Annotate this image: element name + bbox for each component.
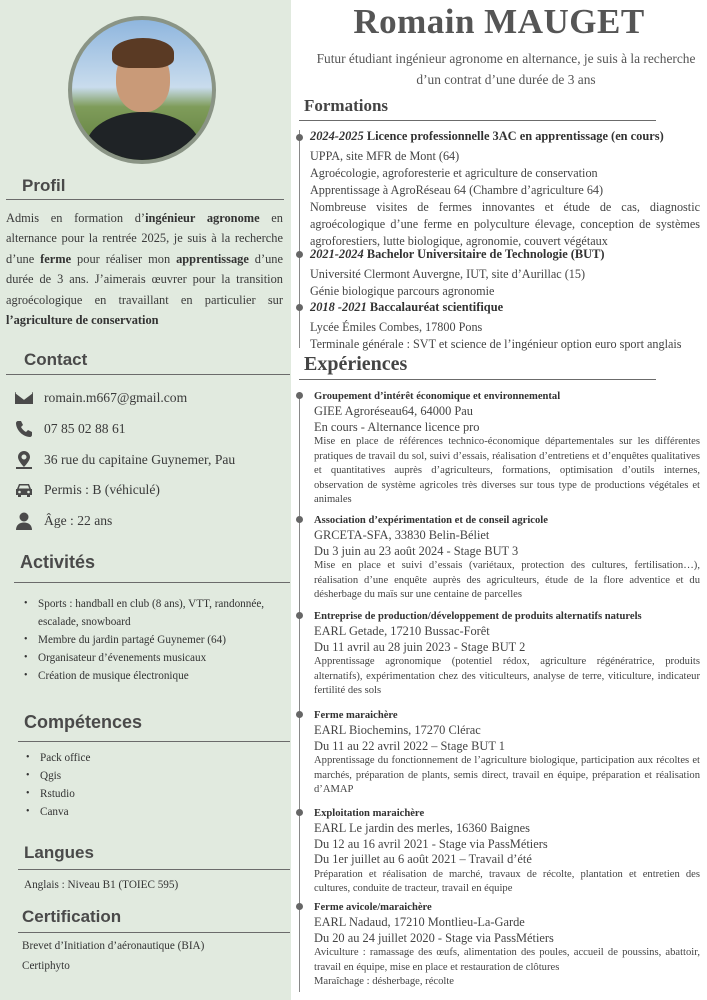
user-icon bbox=[14, 511, 34, 531]
certification-item: Brevet d’Initiation d’aéronautique (BIA) bbox=[22, 940, 205, 952]
profile-photo bbox=[68, 16, 216, 164]
experiences-rule bbox=[299, 379, 656, 380]
certification-title: Certification bbox=[22, 907, 122, 926]
timeline-dot bbox=[296, 516, 303, 523]
contact-phone[interactable] bbox=[14, 417, 126, 441]
languages-text: Anglais : Niveau B1 (TOIEC 595) bbox=[24, 879, 179, 891]
map-pin-icon bbox=[14, 450, 34, 470]
experiences-timeline bbox=[299, 392, 300, 992]
contact-address-text: 36 rue du capitaine Guynemer, Pau bbox=[44, 452, 236, 467]
timeline-dot bbox=[296, 612, 303, 619]
contact-age-text: Âge : 22 ans bbox=[44, 513, 113, 528]
list-item: • Pack office bbox=[26, 749, 246, 767]
contact-phone-text: 07 85 02 88 61 bbox=[44, 421, 126, 436]
experiences-title: Expériences bbox=[304, 353, 408, 375]
car-icon bbox=[14, 480, 34, 500]
certification-rule bbox=[18, 932, 290, 933]
skills-title: Compétences bbox=[24, 712, 143, 732]
skills-list bbox=[26, 749, 246, 821]
experience-item: Association d’expérimentation et de conseil agricole GRCETA-SFA, 33830 Belin-Béliet Du 3 juin au 23 août 2024 - Stage BUT 3 Mise en place et suivi d’essais (variétaux, protection des cultures, fertilisation…), réalisation d’une enquête auprès des agriculteurs, étude de la flore adventice et du désherbage du maïs sur une centaine de parcelles bbox=[314, 515, 700, 601]
formations-timeline bbox=[299, 130, 300, 348]
languages-title: Langues bbox=[24, 843, 94, 862]
contact-age bbox=[14, 509, 113, 533]
phone-icon bbox=[14, 419, 34, 439]
timeline-dot bbox=[296, 134, 303, 141]
timeline-dot bbox=[296, 304, 303, 311]
timeline-dot bbox=[296, 809, 303, 816]
languages-rule bbox=[18, 869, 290, 870]
experience-item: Groupement d’intérêt économique et environnemental GIEE Agroréseau64, 64000 Pau En cours - Alternance licence pro Mise en place de références technico-économique départementales sur les différentes pratiques de travail du sol, suivi d’essais, réalisation d’entretiens et d’enquêtes qualitatives et quantitatives auprès d’agriculteurs, formations, optimisation d’outils internes, observation de système agricoles très diverses sur tous type de productions végétales et animales bbox=[314, 391, 700, 506]
formations-rule bbox=[299, 120, 656, 121]
experience-item: Ferme maraichère EARL Biochemins, 17270 Clérac Du 11 au 22 avril 2022 – Stage BUT 1 Apprentissage du fonctionnement de l’agriculture biologique, participation aux récoltes et marchés, préparation de plants, semis direct, travail en équipe, préparation et réalisation d’AMAP bbox=[314, 710, 700, 796]
list-item: • Création de musique électronique bbox=[24, 667, 269, 685]
list-item: • Membre du jardin partagé Guynemer (64) bbox=[24, 631, 269, 649]
timeline-dot bbox=[296, 392, 303, 399]
certification-item: Certiphyto bbox=[22, 960, 70, 972]
list-item: • Organisateur d’évenements musicaux bbox=[24, 649, 269, 667]
profile-rule bbox=[6, 199, 284, 200]
formation-item: 2018 -2021 Baccalauréat scientifique Lycée Émiles Combes, 17800 Pons Terminale générale : SVT et science de l’ingénieur option euro sport anglais bbox=[310, 300, 682, 351]
full-name: Romain MAUGET bbox=[353, 2, 645, 41]
activities-list bbox=[24, 595, 269, 685]
list-item: • Canva bbox=[26, 803, 246, 821]
profile-title: Profil bbox=[22, 176, 66, 195]
activities-rule bbox=[14, 582, 290, 583]
activities-title: Activités bbox=[20, 552, 96, 572]
timeline-dot bbox=[296, 903, 303, 910]
list-item: • Qgis bbox=[26, 767, 246, 785]
formation-item: 2021-2024 Bachelor Universitaire de Technologie (BUT) Université Clermont Auvergne, IUT, site d’Aurillac (15) Génie biologique parcours agronomie bbox=[310, 247, 605, 298]
skills-rule bbox=[18, 741, 290, 742]
tagline: Futur étudiant ingénieur agronome en alternance, je suis à la recherche d’un contrat d’une durée de 3 ans bbox=[316, 51, 696, 87]
contact-title: Contact bbox=[24, 350, 88, 369]
contact-rule bbox=[6, 374, 290, 375]
envelope-icon bbox=[14, 388, 34, 408]
contact-email-text: romain.m667@gmail.com bbox=[44, 390, 188, 405]
list-item: • Rstudio bbox=[26, 785, 246, 803]
experience-item: Ferme avicole/maraichère EARL Nadaud, 17210 Montlieu-La-Garde Du 20 au 24 juillet 2020 - Stage via PassMétiers Aviculture : ramassage des œufs, alimentation des poules, accueil de poussins, abattoir, travail en équipe, mise en place et restauration de clôtures Maraîchage : désherbage, récolte bbox=[314, 902, 700, 988]
experience-item: Exploitation maraichère EARL Le jardin des merles, 16360 Baignes Du 12 au 16 avril 2021 - Stage via PassMétiers Du 1er juillet au 6 août 2021 – Travail d’été Préparation et réalisation de marché, travaux de récolte, plantation et entretien des cultures, conduite de tracteur, travail en équipe bbox=[314, 808, 700, 895]
list-item: • Sports : handball en club (8 ans), VTT, randonnée, escalade, snowboard bbox=[24, 595, 269, 631]
timeline-dot bbox=[296, 251, 303, 258]
profile-text: Admis en formation d’ingénieur agronome en alternance pour la rentrée 2025, je suis à la recherche d’une ferme pour réaliser mon apprentissage d’une durée de 3 ans. J’aimerais œuvrer pour la transition agroécologique en travaillant en particulier sur l’agriculture de conservation bbox=[6, 211, 284, 328]
formation-item: 2024-2025 Licence professionnelle 3AC en apprentissage (en cours) UPPA, site MFR de Mont (64) Agroécologie, agroforesterie et agriculture de conservation Apprentissage à AgroRéseau 64 (Chambre d’agriculture 64) Nombreuse visites de fermes innovantes et étude de cas, diagnostic agroécologique d’une ferme en polyculture élevage, conception de systèmes agroforestiers, lutte biologique, agronomie, couvert végétaux bbox=[310, 129, 700, 248]
contact-address bbox=[14, 448, 236, 472]
contact-licence-text: Permis : B (véhiculé) bbox=[44, 482, 160, 497]
contact-licence bbox=[14, 478, 160, 502]
experience-item: Entreprise de production/développement de produits alternatifs naturels EARL Getade, 17210 Bussac-Forêt Du 11 avril au 28 juin 2023 - Stage BUT 2 Apprentissage agronomique (potentiel rédox, agriculture régénératrice, produits alternatifs), expérimentation chez des viticulteurs, analyse de terre, viticulture, indicateur fertilité des sols bbox=[314, 611, 700, 697]
contact-email[interactable] bbox=[14, 386, 188, 410]
timeline-dot bbox=[296, 711, 303, 718]
formations-title: Formations bbox=[304, 96, 389, 115]
